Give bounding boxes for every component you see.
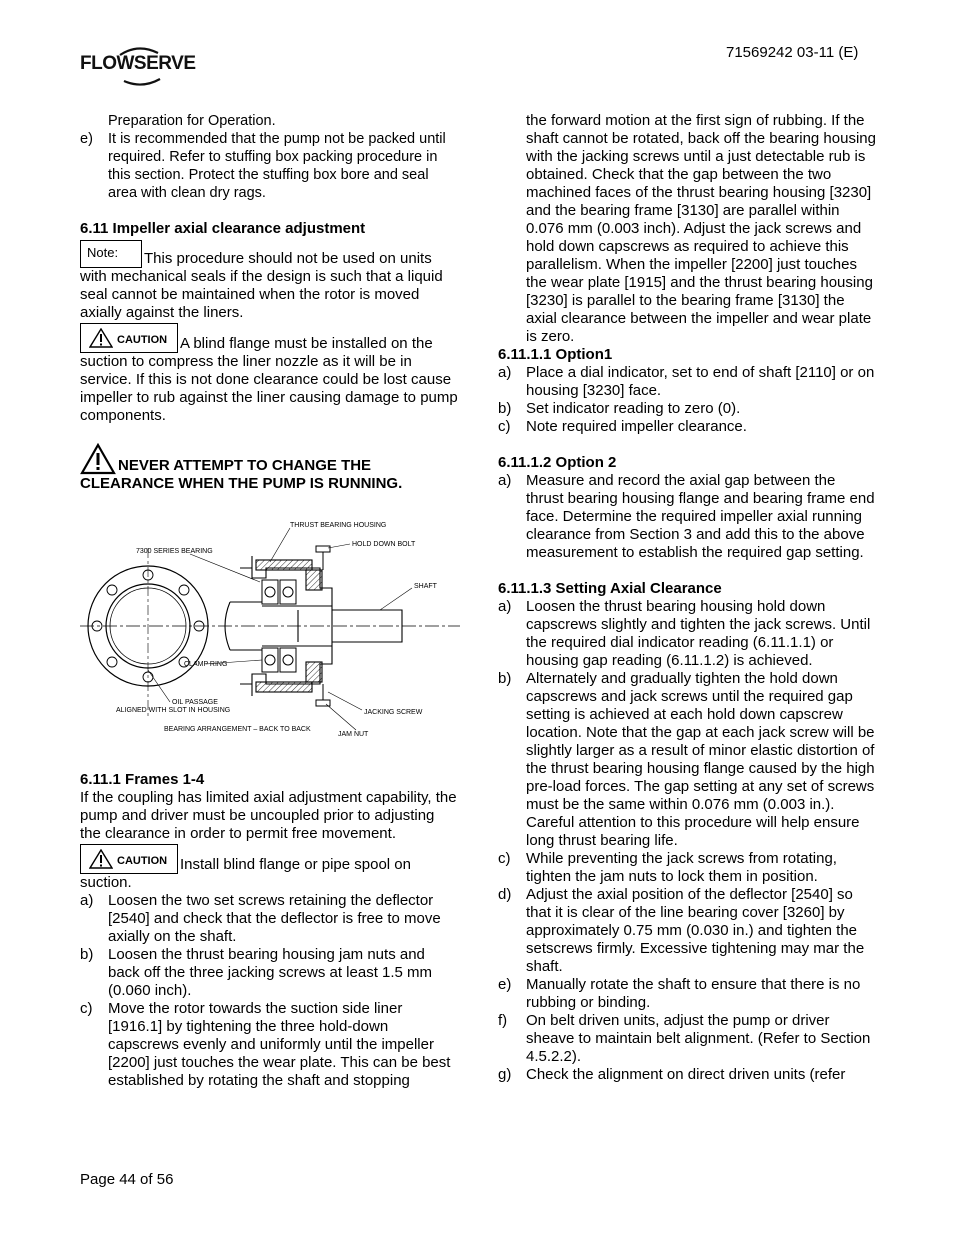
- label-clamp-ring: CLAMP RING: [184, 661, 228, 668]
- list-label: a): [498, 472, 512, 489]
- list-text: Alternately and gradually tighten the hold down capscrews and jack screws until the required gap setting is achieved at each hold down capscrew location. Note that the gap at each jack screw will be slightly larger as a result of minor elastic distortion of the thrust bearing housing flange caused by the high pre-load forces. The gap setting at any set of screws must be the same within 0.076 mm (0.003 in.). Careful attention to this procedure will help ensure long thrust bearing life.: [526, 670, 875, 849]
- caution-label: CAUTION: [117, 334, 168, 346]
- label-arrangement: BEARING ARRANGEMENT – BACK TO BACK: [164, 726, 311, 733]
- list-text: Move the rotor towards the suction side liner [1916.1] by tightening the three hold-down capscrews evenly and uniformly until the impeller [2200] just touches the wear plate. This can be best established by rotating the shaft and stopping: [108, 1000, 451, 1089]
- list-text: Adjust the axial position of the deflector [2540] so that it is clear of the line bearing cover [3260] by approximately 0.75 mm (0.030 in.) and tighten the setscrews firmly. Excessive tightening may mar the shaft.: [526, 886, 865, 975]
- warning-paragraph: [80, 443, 458, 493]
- list-text: Manually rotate the shaft to ensure that there is no rubbing or binding.: [526, 976, 861, 1011]
- list-text: Loosen the thrust bearing housing hold down capscrews slightly and tighten the jack screws. Until the required dial indicator reading (6.11.1.1) or housing gap reading (6.11.1.2) is achieved.: [526, 598, 871, 669]
- note-text: This procedure should not be used on units with mechanical seals if the design is such that a liquid seal cannot be maintained when the rotor is moved axially against the liners.: [80, 250, 443, 321]
- section-heading: 6.11.1.2 Option 2: [498, 454, 617, 471]
- list-item: [498, 1012, 876, 1066]
- label-aligned-slot: ALIGNED WITH SLOT IN HOUSING: [116, 707, 231, 714]
- list-item: [498, 598, 876, 670]
- list-label: f): [498, 1012, 508, 1029]
- list-item: [498, 850, 876, 886]
- right-column: [498, 112, 876, 1084]
- list-text: Set indicator reading to zero (0).: [526, 400, 741, 417]
- list-label: g): [498, 1066, 512, 1083]
- list-label: b): [80, 946, 94, 963]
- list-item: [498, 1066, 876, 1084]
- section-heading: 6.11.1.1 Option1: [498, 346, 613, 363]
- list-label: c): [80, 1000, 93, 1017]
- list-text: It is recommended that the pump not be packed until required. Refer to stuffing box packing procedure in this section. Protect the stuffing box bore and seal area with clean dry rags.: [108, 131, 446, 201]
- caution-label: CAUTION: [117, 855, 168, 867]
- list-text: Check the alignment on direct driven units (refer: [526, 1066, 846, 1083]
- caution-box: [80, 323, 178, 353]
- list-label: e): [498, 976, 512, 993]
- list-text: Note required impeller clearance.: [526, 418, 747, 435]
- warning-text: NEVER ATTEMPT TO CHANGE THE CLEARANCE WHEN THE PUMP IS RUNNING.: [80, 457, 403, 492]
- continuation-paragraph: the forward motion at the first sign of rubbing. If the shaft cannot be rotated, back off the bearing housing with the jacking screws until a just detectable rub is obtained. Check that the gap between the two machined faces of the thrust bearing housing [3230] and the bearing frame [3130] are parallel within 0.076 mm (0.003 inch). Adjust the jack screws and hold down capscrews as required to achieve this parallelism. When the impeller [2200] just touches the wear plate [1915] and the thrust bearing housing [3230] is parallel to the bearing frame [3130] the axial clearance between the impeller and wear plate is zero.: [526, 112, 876, 345]
- list-label: c): [498, 418, 511, 435]
- section-heading: 6.11.1 Frames 1-4: [80, 771, 205, 788]
- list-item: [498, 976, 876, 1012]
- list-item: [498, 670, 876, 850]
- list-label: a): [498, 598, 512, 615]
- label-jacking-screw: JACKING SCREW: [364, 709, 423, 716]
- section-heading: 6.11 Impeller axial clearance adjustment: [80, 220, 366, 237]
- warning-triangle-icon: [80, 443, 116, 475]
- list-label: e): [80, 131, 93, 147]
- list-text: Place a dial indicator, set to end of shaft [2110] or on housing [3230] face.: [526, 364, 875, 399]
- list-text: While preventing the jack screws from rotating, tighten the jam nuts to lock them in position.: [526, 850, 837, 885]
- caution-text: A blind flange must be installed on the suction to compress the liner nozzle as it will be in service. If this is not done clearance could be lost cause impeller to rub against the liner causing damage to pump components.: [80, 335, 458, 424]
- list-text: Measure and record the axial gap between the thrust bearing housing flange and bearing frame end face. Determine the required impeller axial running clearance from Section 3 and add this to the above measurement to establish the required gap setting.: [526, 472, 875, 561]
- list-label: d): [498, 886, 512, 903]
- continuation-line: Preparation for Operation.: [108, 113, 276, 129]
- list-label: b): [498, 670, 512, 687]
- caution-triangle-icon: [89, 849, 113, 869]
- list-item: [498, 400, 876, 418]
- brand-name: FLOWSERVE: [80, 53, 196, 74]
- list-item: [80, 892, 458, 946]
- list-text: On belt driven units, adjust the pump or driver sheave to maintain belt alignment. (Refer to Section 4.5.2.2).: [526, 1012, 871, 1065]
- list-item: [80, 130, 458, 202]
- flowserve-logo: [80, 45, 196, 87]
- list-item: [498, 472, 876, 562]
- list-item: [498, 364, 876, 400]
- list-text: Loosen the thrust bearing housing jam nuts and back off the three jacking screws at least 1.5 mm (0.060 inch).: [108, 946, 433, 999]
- list-text: Loosen the two set screws retaining the deflector [2540] and check that the deflector is free to move axially on the shaft.: [108, 892, 441, 945]
- list-item: [498, 886, 876, 976]
- list-label: a): [80, 892, 94, 909]
- document-number: 71569242 03-11 (E): [726, 44, 859, 61]
- list-item: [80, 946, 458, 1000]
- list-label: c): [498, 850, 511, 867]
- label-hold-down-bolt: HOLD DOWN BOLT: [352, 541, 416, 548]
- list-label: b): [498, 400, 512, 417]
- section-heading: 6.11.1.3 Setting Axial Clearance: [498, 580, 722, 597]
- label-oil-passage: OIL PASSAGE: [172, 699, 218, 706]
- caution-paragraph: [80, 323, 458, 425]
- list-item: [498, 418, 876, 436]
- caution-text: Install blind flange or pipe spool on suction.: [80, 856, 411, 891]
- label-jam-nut: JAM NUT: [338, 731, 369, 738]
- label-thrust-housing: THRUST BEARING HOUSING: [290, 522, 387, 529]
- note-paragraph: [80, 240, 458, 322]
- list-item: [80, 1000, 458, 1090]
- bearing-arrangement-diagram: [80, 518, 460, 742]
- page-number: Page 44 of 56: [80, 1171, 174, 1188]
- label-shaft: SHAFT: [414, 583, 437, 590]
- note-box: [80, 240, 142, 268]
- caution-triangle-icon: [89, 328, 113, 348]
- label-series-bearing: 7300 SERIES BEARING: [136, 548, 213, 555]
- frames-paragraph: If the coupling has limited axial adjustment capability, the pump and driver must be uncoupled prior to adjusting the clearance in order to permit free movement.: [80, 789, 457, 842]
- caution-box: [80, 844, 178, 874]
- caution-paragraph: [80, 844, 458, 892]
- note-label: Note:: [87, 245, 119, 260]
- list-label: a): [498, 364, 512, 381]
